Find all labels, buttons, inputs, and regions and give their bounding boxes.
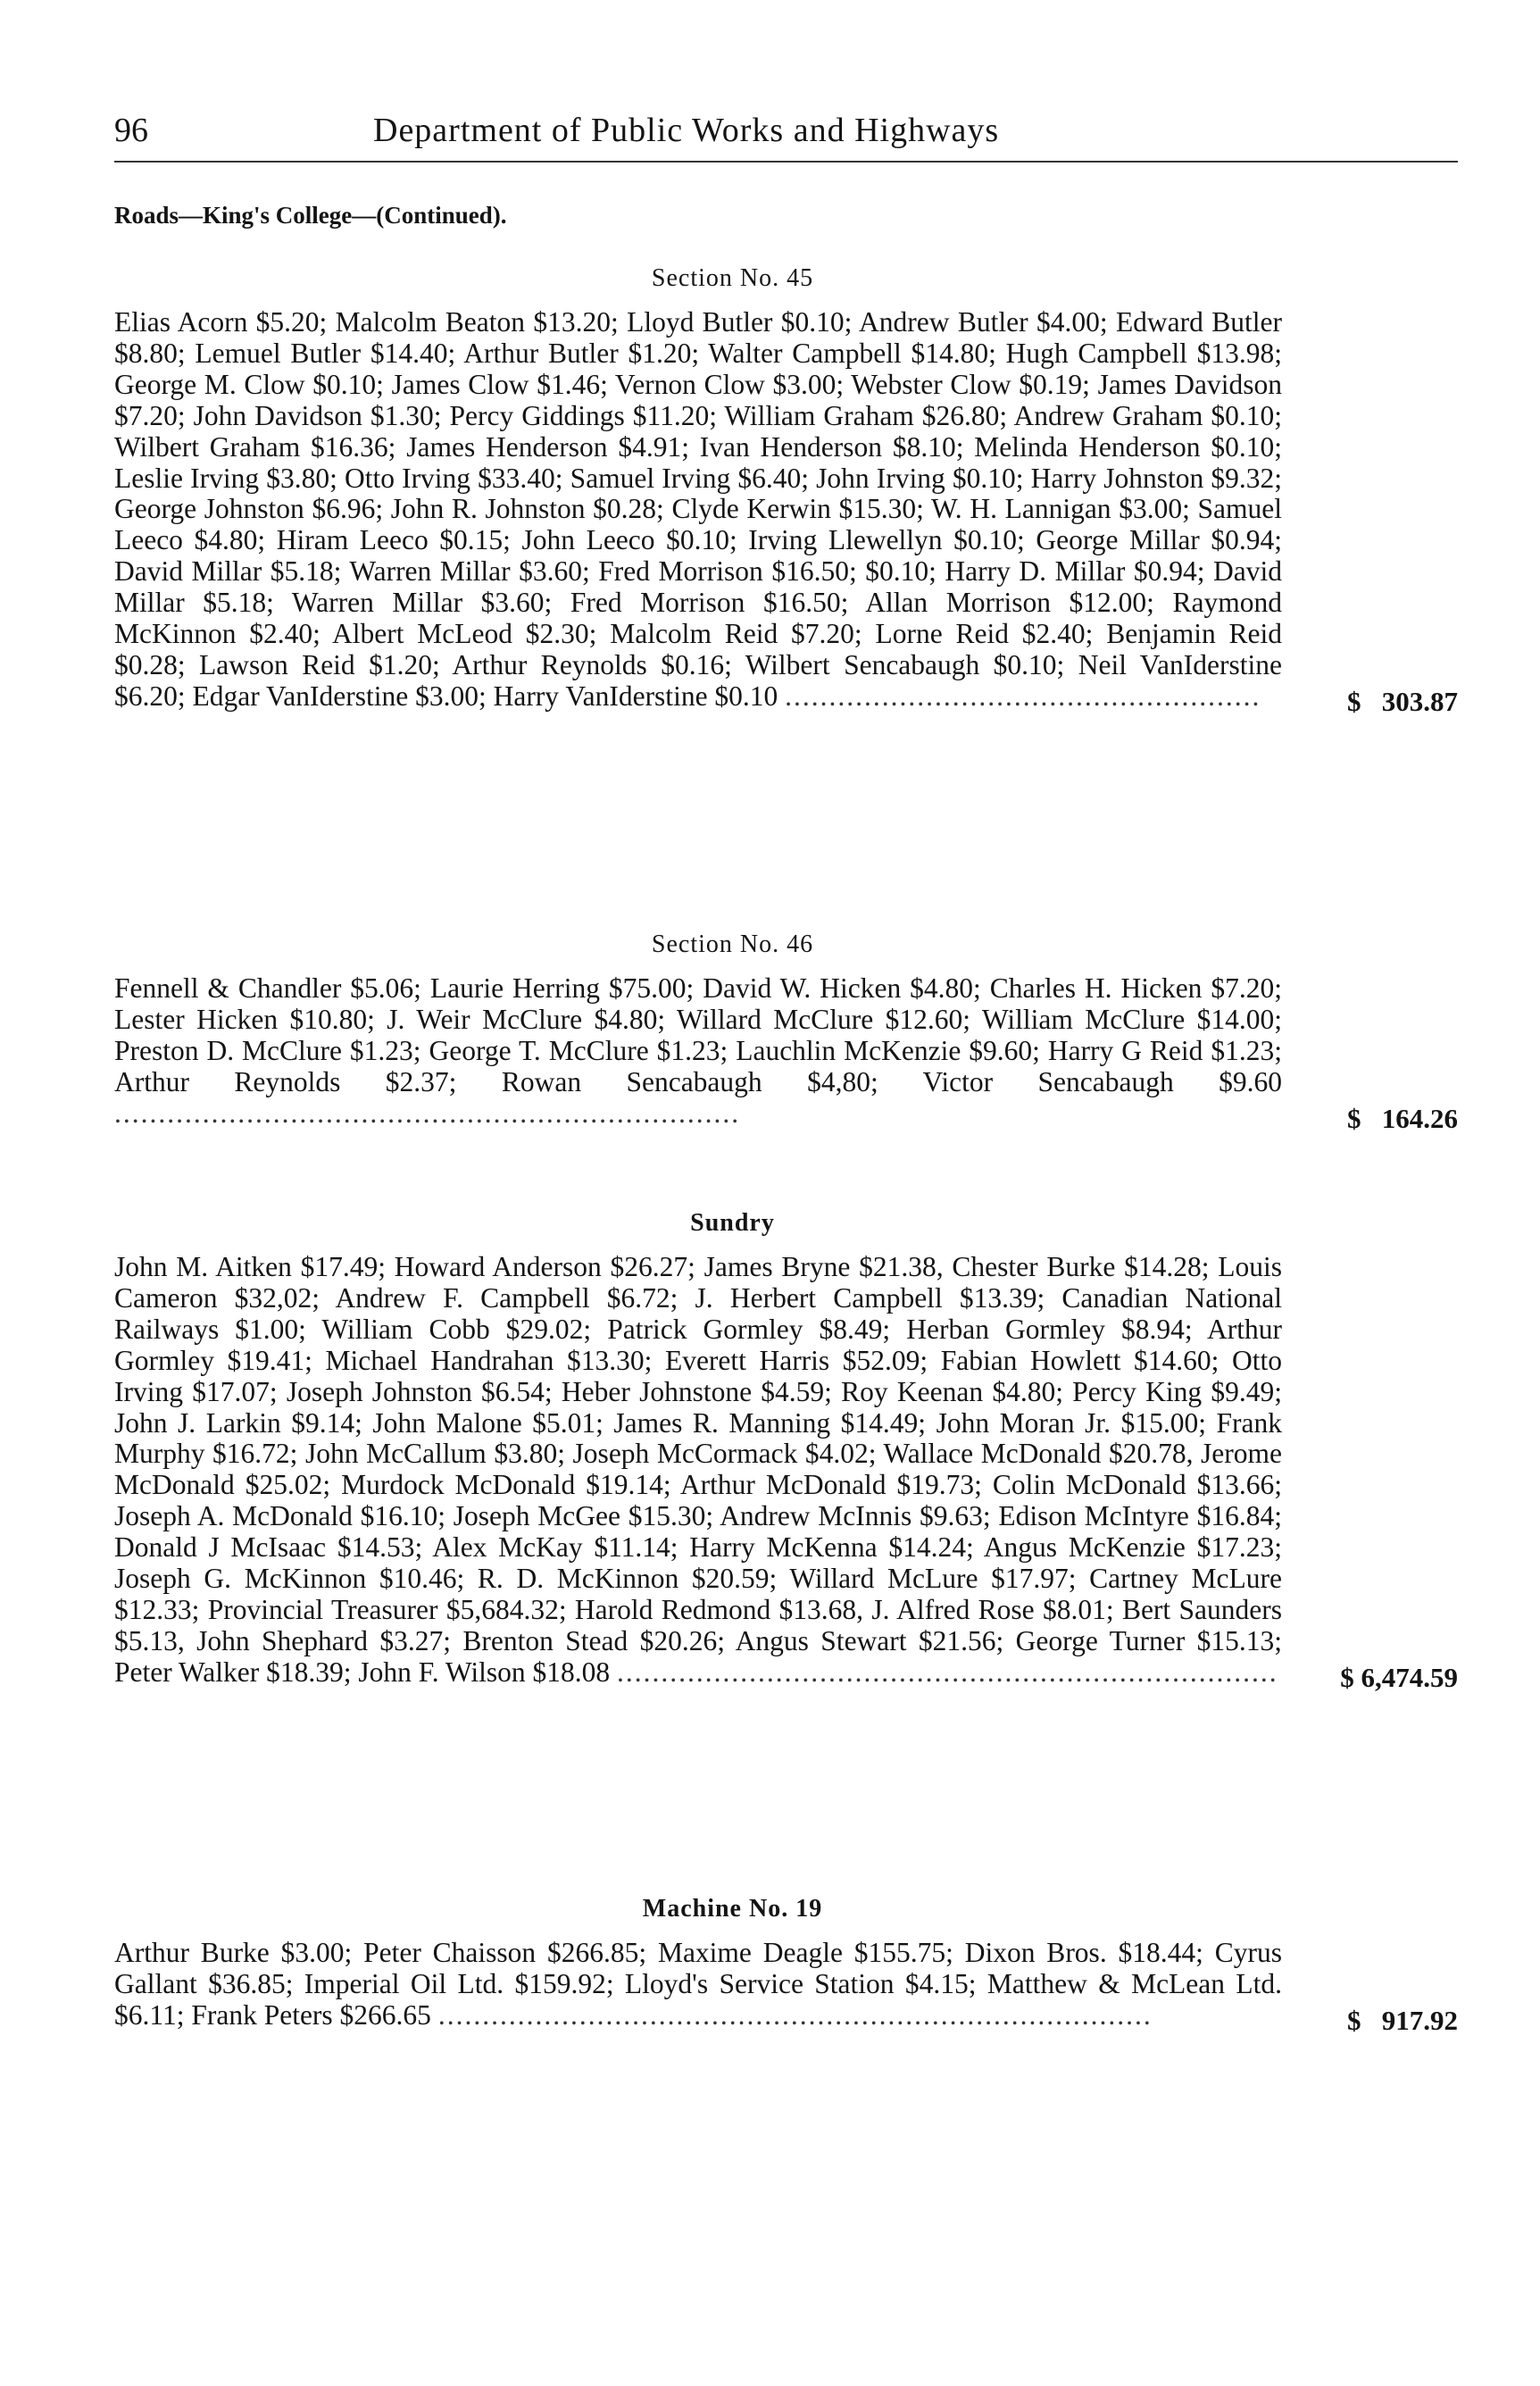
page-header — [114, 107, 1458, 163]
section-total: $ 6,474.59 — [1340, 1661, 1458, 1693]
section-total: $ 164.26 — [1347, 1102, 1458, 1134]
section-body — [114, 306, 1458, 717]
running-title: Department of Public Works and Highways — [373, 112, 1000, 149]
section-total: $ 917.92 — [1347, 2004, 1458, 2036]
section-text: John M. Aitken $17.49; Howard Anderson $26.27; James Bryne $21.38, Chester Burke $14.28; Louis Cameron $32,02; Andrew F. Campbell $6.72; J. Herbert Campbell $13.39; Canadian National Railways $1.00; William Cobb $29.02; Patrick Gormley $8.49; Herban Gormley $8.94; Arthur Gormley $19.41; Michael Handrahan $13.30; Everett Harris $52.09; Fabian Howlett $14.60; Otto Irving $17.07; Joseph Johnston $6.54; Heber Johnstone $4.59; Roy Keenan $4.80; Percy King $9.49; John J. Larkin $9.14; John Malone $5.01; James R. Manning $14.49; John Moran Jr. $15.00; Frank Murphy $16.72; John McCallum $3.80; Joseph McCormack $4.02; Wallace McDonald $20.78, Jerome McDonald $25.02; Murdock McDonald $19.14; Arthur McDonald $19.73; Colin McDonald $13.66; Joseph A. McDonald $16.10; Joseph McGee $15.30; Andrew McInnis $9.63; Edison McIntyre $16.84; Donald J McIsaac $14.53; Alex McKay $11.14; Harry McKenna $14.24; Angus McKenzie $17.23; Joseph G. McKinnon $10.46; R. D. McKinnon $20.59; Willard McLure $17.97; Cartney McLure $12.33; Provincial Treasurer $5,684.32; Harold Redmond $13.68, J. Alfred Rose $8.01; Bert Saunders $5.13, John Shephard $3.27; Brenton Stead $20.26; Angus Stewart $21.56; George Turner $15.13; Peter Walker $18.39; John F. Wilson $18.08 — [114, 1251, 1282, 1688]
leader-dots: ................................................................................. — [437, 1998, 1153, 2031]
section-45 — [114, 261, 1458, 717]
section-text: Fennell & Chandler $5.06; Laurie Herring $75.00; David W. Hicken $4.80; Charles H. Hicken $7.20; Lester Hicken $10.80; J. Weir McClure $4.80; Willard McClure $12.60; William McClure $14.00; Preston D. McClure $1.23; George T. McClure $1.23; Lauchlin McKenzie $9.60; Harry G Reid $1.23; Arthur Reynolds $2.37; Rowan Sencabaugh $4,80; Victor Sencabaugh $9.60 — [114, 972, 1282, 1097]
section-title: Section No. 46 — [651, 930, 814, 958]
section-machine-19 — [114, 1891, 1458, 2036]
section-title: Sundry — [690, 1209, 775, 1237]
section-total: $ 303.87 — [1347, 685, 1458, 717]
section-body — [114, 1937, 1458, 2036]
section-title: Machine No. 19 — [642, 1895, 823, 1923]
leader-dots: ........................................................................... — [617, 1656, 1278, 1688]
section-paragraph — [114, 1252, 1282, 1689]
page-number: 96 — [114, 112, 148, 149]
section-paragraph — [114, 307, 1282, 713]
section-body — [114, 1251, 1458, 1693]
continued-heading: Roads—King's College—(Continued). — [114, 202, 507, 229]
section-title: Section No. 45 — [651, 264, 814, 292]
section-text: Elias Acorn $5.20; Malcolm Beaton $13.20; Lloyd Butler $0.10; Andrew Butler $4.00; Edward Butler $8.80; Lemuel Butler $14.40; Arthur Butler $1.20; Walter Campbell $14.80; Hugh Campbell $13.98; George M. Clow $0.10; James Clow $1.46; Vernon Clow $3.00; Webster Clow $0.19; James Davidson $7.20; John Davidson $1.30; Percy Giddings $11.20; William Graham $26.80; Andrew Graham $0.10; Wilbert Graham $16.36; James Henderson $4.91; Ivan Henderson $8.10; Melinda Henderson $0.10; Leslie Irving $3.80; Otto Irving $33.40; Samuel Irving $6.40; John Irving $0.10; Harry Johnston $9.32; George Johnston $6.96; John R. Johnston $0.28; Clyde Kerwin $15.30; W. H. Lannigan $3.00; Samuel Leeco $4.80; Hiram Leeco $0.15; John Leeco $0.10; Irving Llewellyn $0.10; George Millar $0.94; David Millar $5.18; Warren Millar $3.60; Fred Morrison $16.50; $0.10; Harry D. Millar $0.94; David Millar $5.18; Warren Millar $3.60; Fred Morrison $16.50; Allan Morrison $12.00; Raymond McKinnon $2.40; Albert McLeod $2.30; Malcolm Reid $7.20; Lorne Reid $2.40; Benjamin Reid $0.28; Lawson Reid $1.20; Arthur Reynolds $0.16; Wilbert Sencabaugh $0.10; Neil VanIderstine $6.20; Edgar VanIderstine $3.00; Harry VanIderstine $0.10 — [114, 306, 1282, 712]
leader-dots: ....................................................................... — [114, 1097, 741, 1129]
section-sundry — [114, 1206, 1458, 1693]
section-text: Arthur Burke $3.00; Peter Chaisson $266.85; Maxime Deagle $155.75; Dixon Bros. $18.44; Cyrus Gallant $36.85; Imperial Oil Ltd. $159.92; Lloyd's Service Station $4.15; Matthew & McLean Ltd. $6.11; Frank Peters $266.65 — [114, 1937, 1282, 2031]
leader-dots: ...................................................... — [785, 680, 1261, 712]
section-paragraph — [114, 973, 1282, 1130]
section-body — [114, 972, 1458, 1134]
section-46 — [114, 927, 1458, 1134]
section-paragraph — [114, 1938, 1282, 2031]
